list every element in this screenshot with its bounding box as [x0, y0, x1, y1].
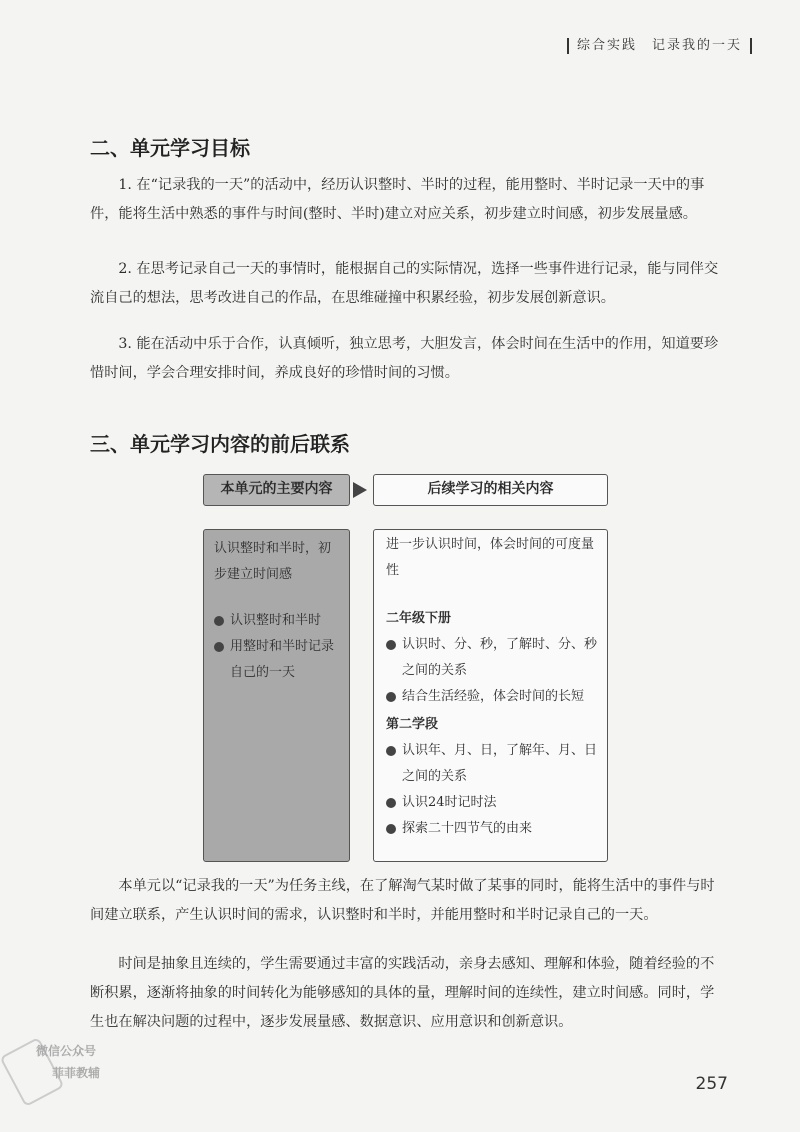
group-title: 第二学段 — [386, 717, 439, 732]
connections-paragraph-1: 本单元以“记录我的一天”为任务主线，在了解淘气某时做了某事的同时，能将生活中的事件与时间建立联系，产生认识时间的需求，认识整时和半时，并能用整时和半时记录自己的一天。 — [90, 878, 715, 923]
watermark-line-1: 微信公众号 — [36, 1044, 97, 1058]
list-item: 认识年、月、日，了解年、月、日之间的关系 — [386, 738, 597, 790]
list-item: 认识整时和半时 — [214, 608, 341, 634]
list-item: 认识24时记时法 — [386, 790, 597, 816]
bullet-icon — [214, 616, 224, 626]
group-title: 二年级下册 — [386, 611, 452, 626]
list-item: 探索二十四节气的由来 — [386, 816, 597, 842]
bullet-icon — [386, 746, 396, 756]
bullet-icon — [386, 798, 396, 808]
follow-up-header: 后续学习的相关内容 — [373, 474, 608, 506]
watermark — [6, 1040, 131, 1102]
list-item: 用整时和半时记录自己的一天 — [214, 634, 341, 686]
current-unit-header: 本单元的主要内容 — [203, 474, 350, 506]
connections-paragraph-2: 时间是抽象且连续的，学生需要通过丰富的实践活动，亲身去感知、理解和体验，随着经验的不断积累，逐渐将抽象的时间转化为能够感知的具体的量，理解时间的连续性，建立时间感。同时，学生也在解决问题的过程中，逐步发展量感、数据意识、应用意识和创新意识。 — [90, 956, 715, 1030]
current-unit-panel — [203, 529, 350, 862]
current-unit-intro: 认识整时和半时，初步建立时间感 — [214, 541, 332, 582]
follow-up-panel — [373, 529, 608, 862]
follow-up-intro: 进一步认识时间，体会时间的可度量性 — [386, 537, 595, 578]
goal-paragraph-1: 1. 在“记录我的一天”的活动中，经历认识整时、半时的过程，能用整时、半时记录一天中的事件，能将生活中熟悉的事件与时间(整时、半时)建立对应关系，初步建立时间感，初步发展量感。 — [90, 177, 705, 222]
page-number: 257 — [695, 1074, 728, 1094]
goal-paragraph-2: 2. 在思考记录自己一天的事情时，能根据自己的实际情况，选择一些事件进行记录，能与同伴交流自己的想法，思考改进自己的作品，在思维碰撞中积累经验，初步发展创新意识。 — [90, 261, 719, 306]
bullet-icon — [386, 824, 396, 834]
goal-paragraph-3: 3. 能在活动中乐于合作，认真倾听，独立思考，大胆发言，体会时间在生活中的作用，知道要珍惜时间，学会合理安排时间，养成良好的珍惜时间的习惯。 — [90, 336, 719, 381]
arrow-right-icon — [353, 482, 367, 498]
running-header: 综合实践 记录我的一天 — [567, 38, 752, 54]
bullet-icon — [386, 692, 396, 702]
watermark-line-2: 菲菲教辅 — [52, 1066, 101, 1080]
list-item: 认识时、分、秒，了解时、分、秒之间的关系 — [386, 632, 597, 684]
section-title-goals: 二、单元学习目标 — [90, 136, 250, 160]
section-title-connections: 三、单元学习内容的前后联系 — [90, 432, 350, 456]
bullet-icon — [214, 642, 224, 652]
bullet-icon — [386, 640, 396, 650]
list-item: 结合生活经验，体会时间的长短 — [386, 684, 597, 710]
